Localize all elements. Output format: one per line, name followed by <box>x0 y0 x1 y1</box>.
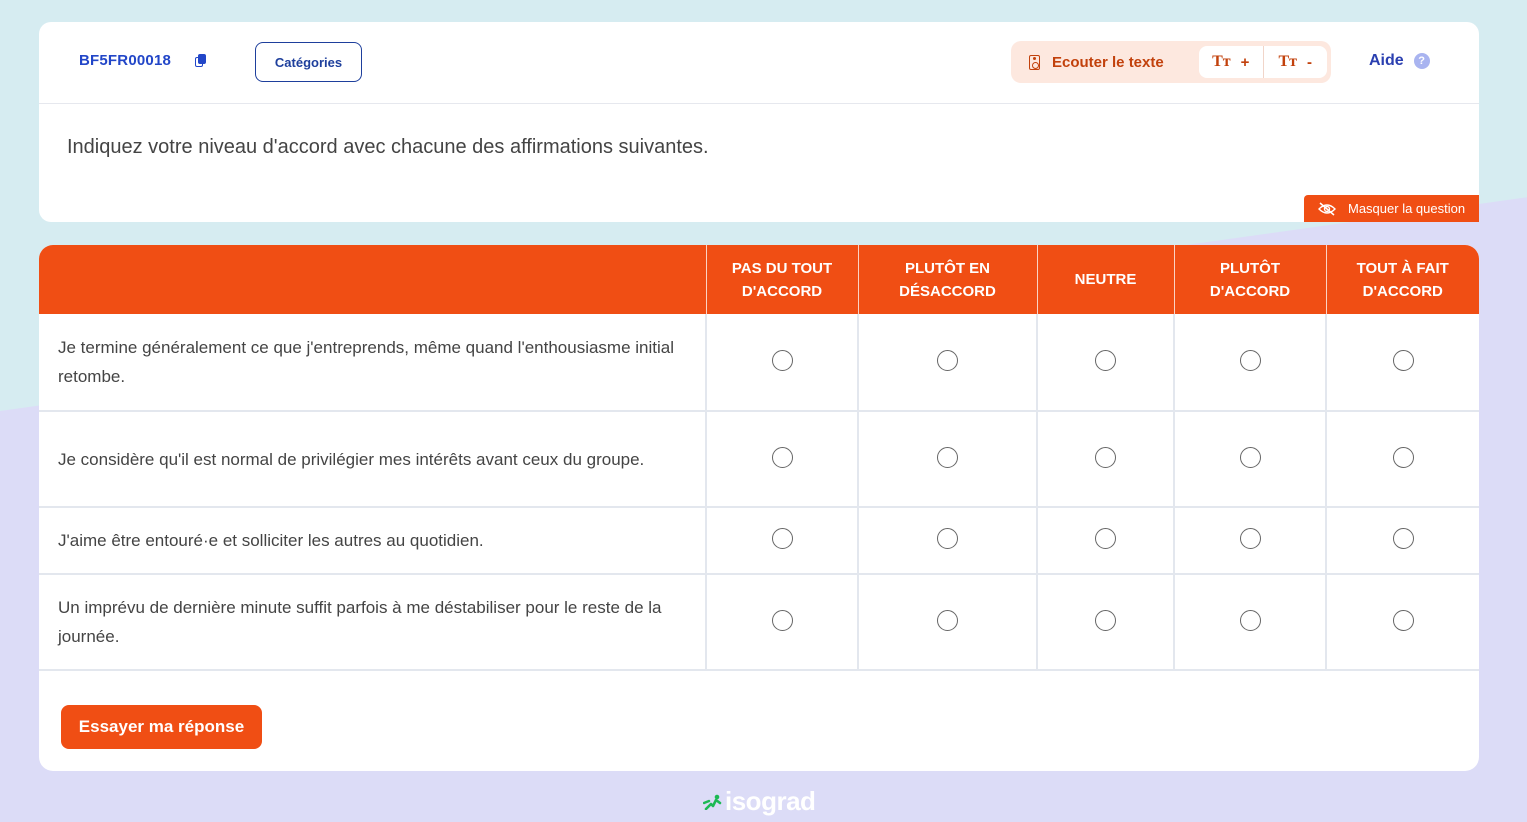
listen-label: Ecouter le texte <box>1052 53 1164 71</box>
eye-off-icon <box>1318 202 1336 216</box>
radio-option[interactable] <box>1095 528 1116 549</box>
radio-option[interactable] <box>772 528 793 549</box>
answer-cell <box>706 574 858 670</box>
accessibility-toolbar <box>1011 41 1331 83</box>
column-header: TOUT À FAIT D'ACCORD <box>1326 245 1479 314</box>
categories-button[interactable]: Catégories <box>255 42 362 82</box>
radio-option[interactable] <box>1393 528 1414 549</box>
table-row <box>39 411 1479 507</box>
text-size-icon: Tт <box>1212 53 1231 70</box>
speaker-icon <box>1029 55 1040 70</box>
radio-option[interactable] <box>772 350 793 371</box>
column-header: PLUTÔT EN DÉSACCORD <box>858 245 1037 314</box>
question-header-card <box>39 22 1479 222</box>
radio-option[interactable] <box>1240 350 1261 371</box>
hide-question-label: Masquer la question <box>1348 201 1466 216</box>
radio-option[interactable] <box>1240 610 1261 631</box>
radio-option[interactable] <box>937 610 958 631</box>
radio-option[interactable] <box>937 350 958 371</box>
likert-table <box>39 245 1479 671</box>
column-header: PAS DU TOUT D'ACCORD <box>706 245 858 314</box>
answer-cell <box>1174 507 1326 574</box>
isograd-logo <box>703 786 815 817</box>
radio-option[interactable] <box>937 528 958 549</box>
answer-cell <box>858 411 1037 507</box>
answer-cell <box>706 314 858 411</box>
answer-cell <box>1037 507 1174 574</box>
answer-cell <box>1326 507 1479 574</box>
statement-text: J'aime être entouré·e et solliciter les autres au quotidien. <box>39 507 706 574</box>
radio-option[interactable] <box>1240 447 1261 468</box>
answer-cell <box>858 314 1037 411</box>
answer-cell <box>858 507 1037 574</box>
help-label: Aide <box>1369 52 1404 69</box>
statement-text: Je termine généralement ce que j'entreprends, même quand l'enthousiasme initial retombe. <box>39 314 706 411</box>
font-decrease-button[interactable] <box>1263 46 1328 78</box>
answer-cell <box>1174 574 1326 670</box>
help-button[interactable] <box>1369 52 1430 70</box>
table-row <box>39 314 1479 411</box>
statement-column-header <box>39 245 706 314</box>
radio-option[interactable] <box>772 447 793 468</box>
table-header-row <box>39 245 1479 314</box>
answer-cell <box>1326 574 1479 670</box>
radio-option[interactable] <box>1095 610 1116 631</box>
plus-sign: + <box>1240 53 1250 71</box>
radio-option[interactable] <box>1393 350 1414 371</box>
answer-cell <box>706 507 858 574</box>
minus-sign: - <box>1307 53 1313 71</box>
font-increase-button[interactable] <box>1199 46 1263 78</box>
likert-table-card <box>39 245 1479 771</box>
font-size-controls <box>1199 46 1327 78</box>
answer-cell <box>858 574 1037 670</box>
column-header: NEUTRE <box>1037 245 1174 314</box>
answer-cell <box>1037 411 1174 507</box>
submit-answer-button[interactable]: Essayer ma réponse <box>61 705 262 749</box>
radio-option[interactable] <box>1095 350 1116 371</box>
answer-cell <box>1174 314 1326 411</box>
answer-cell <box>1326 314 1479 411</box>
answer-cell <box>1037 574 1174 670</box>
question-prompt: Indiquez votre niveau d'accord avec chacune des affirmations suivantes. <box>67 136 709 158</box>
logo-text: isograd <box>725 786 816 816</box>
radio-option[interactable] <box>1393 610 1414 631</box>
radio-option[interactable] <box>1393 447 1414 468</box>
question-mark-icon: ? <box>1414 53 1430 69</box>
radio-option[interactable] <box>937 447 958 468</box>
answer-cell <box>1174 411 1326 507</box>
radio-option[interactable] <box>772 610 793 631</box>
answer-cell <box>1037 314 1174 411</box>
hide-question-button[interactable] <box>1304 195 1479 222</box>
question-id: BF5FR00018 <box>79 52 172 69</box>
answer-cell <box>706 411 858 507</box>
column-header: PLUTÔT D'ACCORD <box>1174 245 1326 314</box>
statement-text: Un imprévu de dernière minute suffit parfois à me déstabiliser pour le reste de la journée. <box>39 574 706 670</box>
listen-button[interactable] <box>1029 41 1164 83</box>
table-row <box>39 574 1479 670</box>
text-size-icon: Tт <box>1278 53 1298 70</box>
radio-option[interactable] <box>1240 528 1261 549</box>
answer-cell <box>1326 411 1479 507</box>
toolbar <box>39 22 1479 104</box>
table-row <box>39 507 1479 574</box>
statement-text: Je considère qu'il est normal de privilégier mes intérêts avant ceux du groupe. <box>39 411 706 507</box>
radio-option[interactable] <box>1095 447 1116 468</box>
runner-icon <box>703 794 723 810</box>
copy-icon[interactable] <box>195 54 207 68</box>
